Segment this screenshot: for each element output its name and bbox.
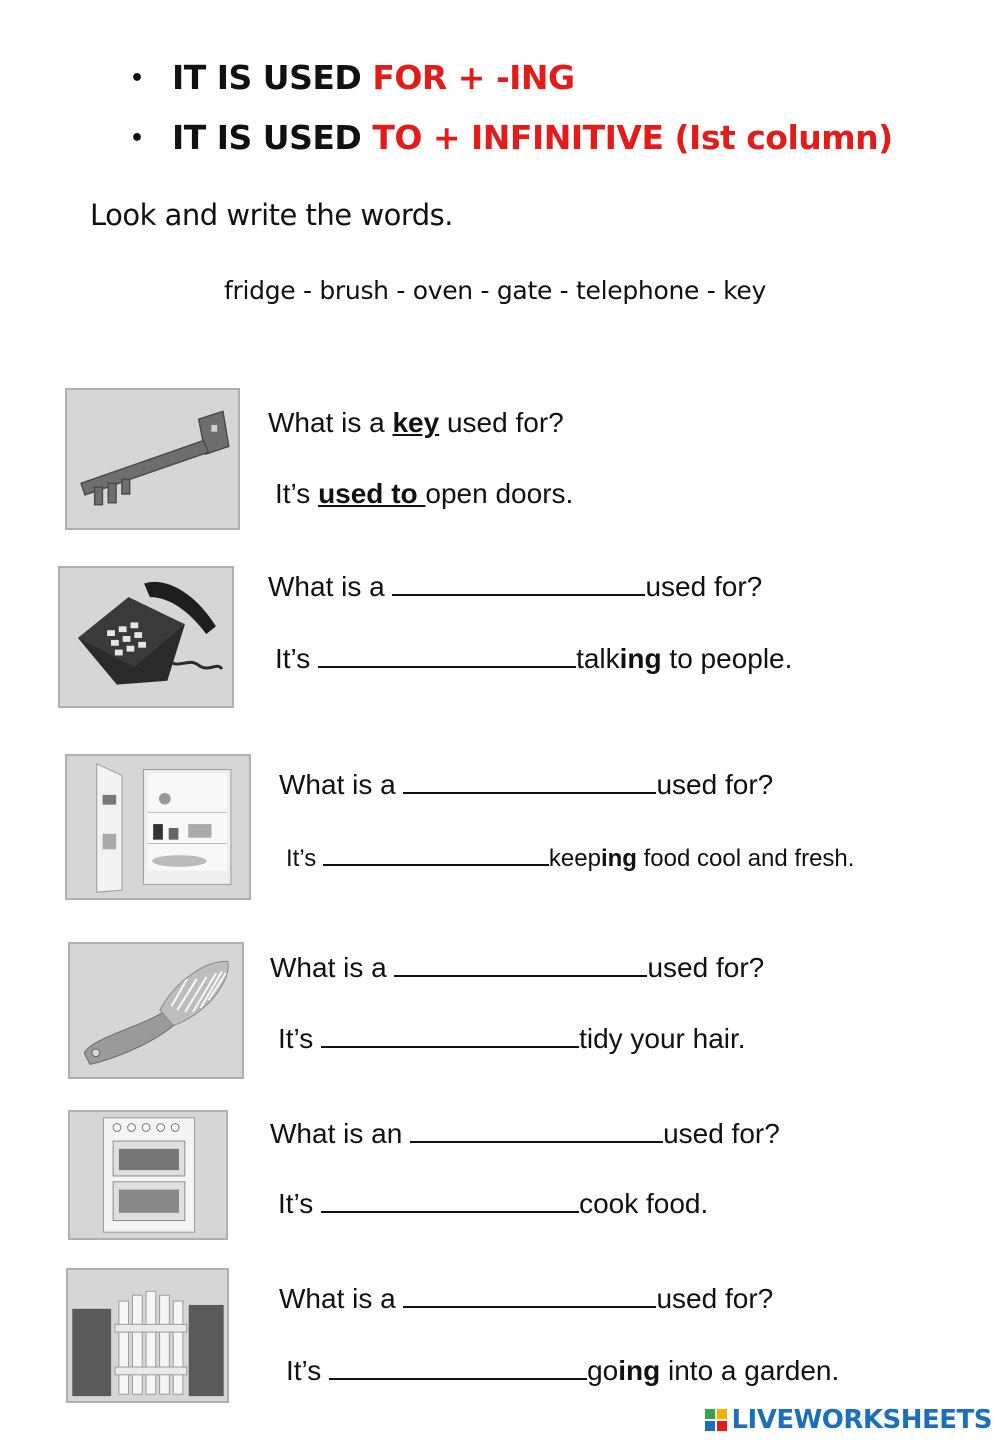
answer-blank[interactable]: [392, 568, 645, 596]
answer-blank[interactable]: [403, 766, 656, 794]
rule-2-black: IT IS USED: [172, 118, 373, 157]
logo-mark-icon: [705, 1409, 727, 1431]
example-answer: used to: [318, 478, 426, 509]
word-bank: fridge - brush - oven - gate - telephone - key: [224, 276, 766, 305]
instruction: Look and write the words.: [90, 198, 453, 232]
question-6: What is a used for?: [279, 1280, 773, 1315]
telephone-icon: [60, 568, 232, 706]
rule-1-black: IT IS USED: [172, 58, 373, 97]
answer-blank[interactable]: [329, 1352, 587, 1380]
example-word: key: [392, 407, 440, 438]
oven-icon: [70, 1112, 226, 1238]
liveworksheets-logo: [705, 1405, 992, 1435]
answer-blank[interactable]: [410, 1115, 663, 1143]
bullet: •: [130, 126, 144, 151]
answer-blank[interactable]: [323, 842, 549, 866]
rule-1-red: FOR + -ING: [372, 58, 575, 97]
gate-icon: [68, 1270, 227, 1401]
answer-blank[interactable]: [394, 949, 647, 977]
answer-2: It’s talking to people.: [275, 640, 792, 675]
answer-1: It’s used to open doors.: [275, 478, 574, 509]
answer-5: It’s cook food.: [278, 1185, 708, 1220]
brush-icon: [70, 944, 242, 1077]
answer-6: It’s going into a garden.: [286, 1352, 839, 1387]
oven-picture: [68, 1110, 228, 1240]
fridge-icon: [67, 756, 249, 898]
answer-blank[interactable]: [403, 1280, 656, 1308]
answer-blank[interactable]: [321, 1020, 579, 1048]
answer-blank[interactable]: [318, 640, 576, 668]
answer-4: It’s tidy your hair.: [278, 1020, 746, 1055]
question-5: What is an used for?: [270, 1115, 780, 1150]
question-4: What is a used for?: [270, 949, 764, 984]
question-1: What is a key used for?: [268, 407, 564, 438]
fridge-picture: [65, 754, 251, 900]
key-picture: [65, 388, 240, 530]
key-icon: [67, 390, 238, 528]
telephone-picture: [58, 566, 234, 708]
rule-2-red: TO + INFINITIVE (Ist column): [372, 118, 893, 157]
bullet: •: [130, 66, 144, 91]
brush-picture: [68, 942, 244, 1079]
answer-blank[interactable]: [321, 1185, 579, 1213]
question-3: What is a used for?: [279, 766, 773, 801]
logo-text: LIVEWORKSHEETS: [731, 1405, 992, 1435]
answer-3: It’s keeping food cool and fresh.: [286, 842, 854, 873]
gate-picture: [66, 1268, 229, 1403]
question-2: What is a used for?: [268, 568, 762, 603]
